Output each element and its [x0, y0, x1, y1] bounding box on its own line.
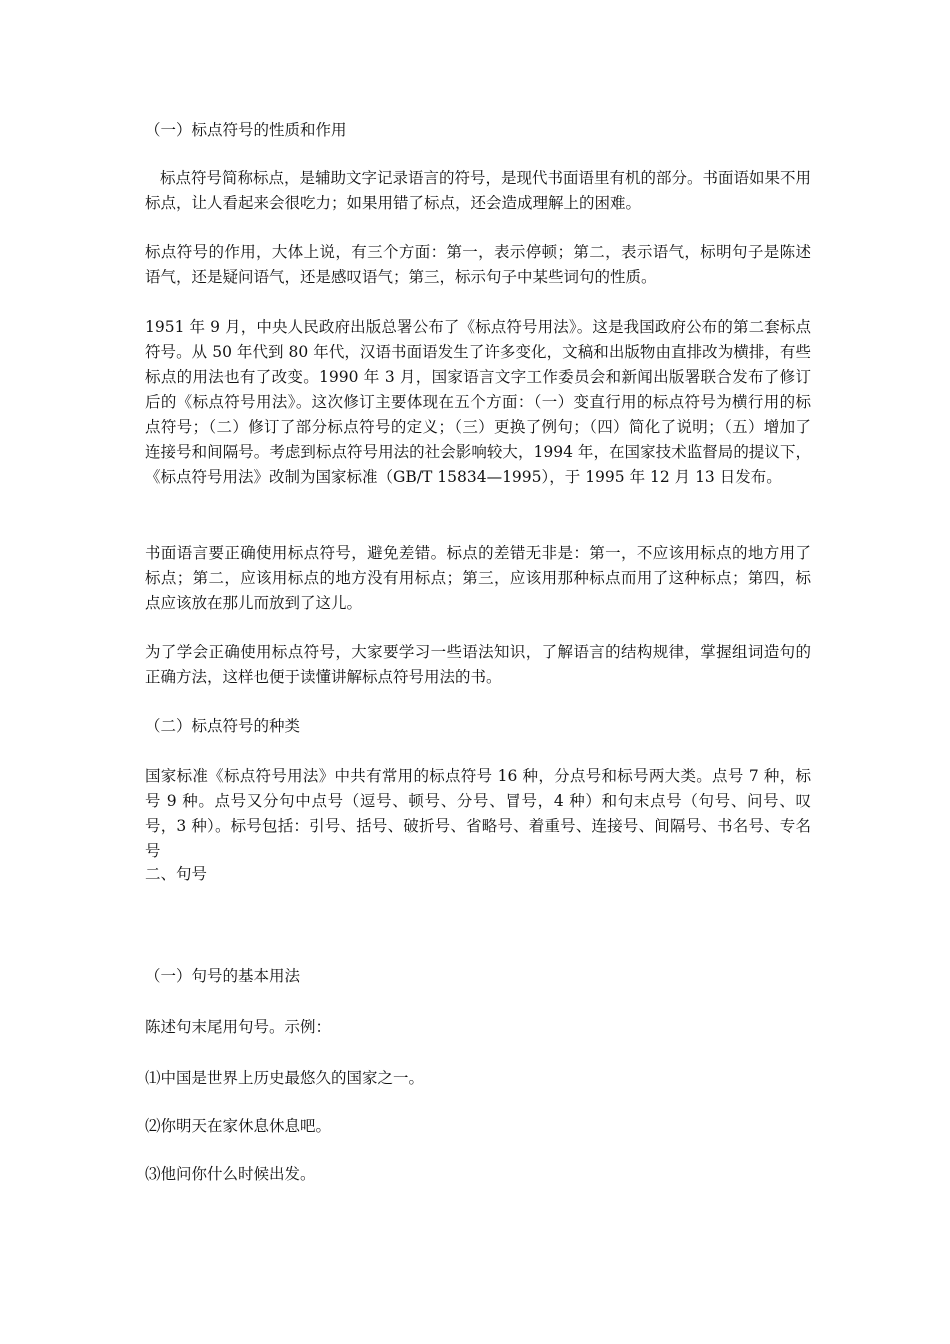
paragraph-types: 国家标准《标点符号用法》中共有常用的标点符号 16 种，分点号和标号两大类。点号 7 种，标号 9 种。点号又分句中点号（逗号、顿号、分号、冒号，4 种）和句末点号（句号、问号、叹号，3 种）。标号包括：引号、括号、破折号、省略号、着重号、连接号、间隔号、书名号、专名号 [145, 767, 811, 860]
paragraph-period-intro: 陈述句末尾用句号。示例： [145, 1018, 332, 1036]
example-item: ⑶他问你什么时候出发。 [145, 1165, 316, 1183]
section-heading-nature: （一）标点符号的性质和作用 [145, 121, 347, 139]
section-heading-period-usage: （一）句号的基本用法 [145, 967, 301, 985]
example-item: ⑴中国是世界上历史最悠久的国家之一。 [145, 1069, 425, 1087]
paragraph-learning: 为了学会正确使用标点符号，大家要学习一些语法知识，了解语言的结构规律，掌握组词造句的正确方法，这样也便于读懂讲解标点符号用法的书。 [145, 643, 811, 686]
paragraph-history: 1951 年 9 月，中央人民政府出版总署公布了《标点符号用法》。这是我国政府公布的第二套标点符号。从 50 年代到 80 年代，汉语书面语发生了许多变化，文稿和出版物由直排改为横排，有些标点的用法也有了改变。1990 年 3 月，国家语言文字工作委员会和新闻出版署联合发布了修订后的《标点符号用法》。这次修订主要体现在五个方面：（一）变直行用的标点符号为横行用的标点符号；（二）修订了部分标点符号的定义；（三）更换了例句；（四）简化了说明；（五）增加了连接号和间隔号。考虑到标点符号用法的社会影响较大，1994 年，在国家技术监督局的提议下，《标点符号用法》改制为国家标准（GB/T 15834—1995），于 1995 年 12 月 13 日发布。 [145, 318, 811, 486]
paragraph-functions: 标点符号的作用，大体上说，有三个方面：第一，表示停顿；第二，表示语气，标明句子是陈述语气，还是疑问语气，还是感叹语气；第三，标示句子中某些词句的性质。 [145, 243, 811, 286]
chapter-heading-period: 二、句号 [145, 865, 208, 883]
paragraph-errors: 书面语言要正确使用标点符号，避免差错。标点的差错无非是：第一，不应该用标点的地方用了标点；第二，应该用标点的地方没有用标点；第三，应该用那种标点而用了这种标点；第四，标点应该放在那儿而放到了这儿。 [145, 544, 811, 612]
section-heading-types: （二）标点符号的种类 [145, 717, 301, 735]
example-item: ⑵你明天在家休息休息吧。 [145, 1117, 332, 1135]
paragraph-definition: 标点符号简称标点，是辅助文字记录语言的符号，是现代书面语里有机的部分。书面语如果不用标点，让人看起来会很吃力；如果用错了标点，还会造成理解上的困难。 [145, 169, 812, 212]
